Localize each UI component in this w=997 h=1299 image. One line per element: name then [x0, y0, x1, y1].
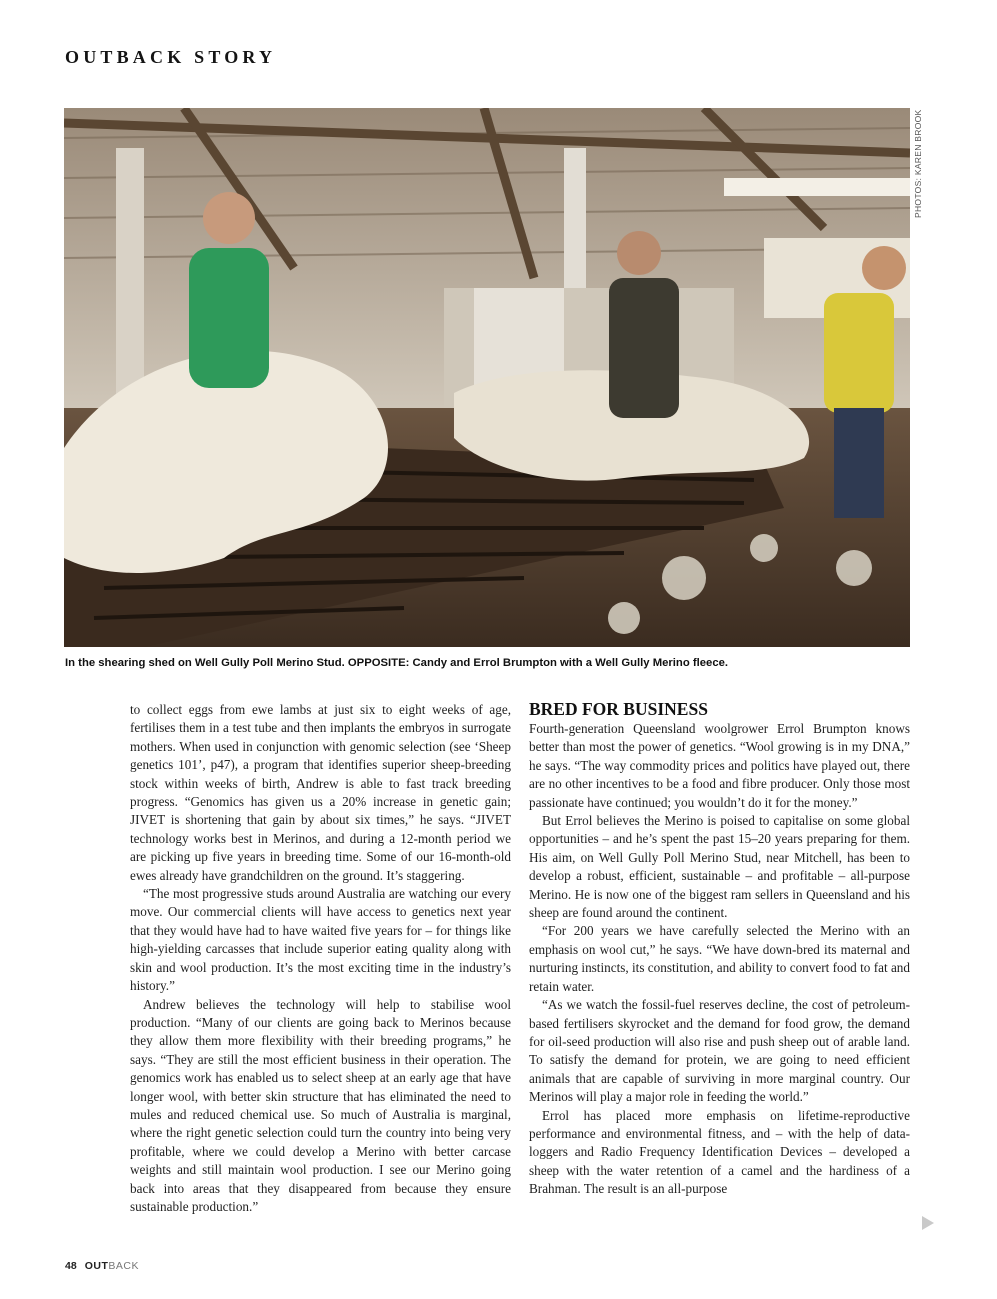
brand-bold: OUT: [84, 1260, 109, 1272]
right-paragraph-1: Fourth-generation Queensland woolgrower Errol Brumpton knows better than most the power of genetics. “Wool growing is in my DNA,” he says. “The way commodity prices and politics have played out, there are no other incentives to be a food and fibre producer. Only those most passionate have continued; you wouldn’t do it for the money.”: [529, 721, 910, 810]
section-title: OUTBACK STORY: [65, 47, 277, 67]
shearing-shed-illustration: [64, 108, 910, 647]
page-footer: [65, 1260, 139, 1272]
right-paragraph-5: Errol has placed more emphasis on lifetime-reproductive performance and environmental fitness, and – with the help of data-loggers and Radio Frequency Identification Devices – developed a sheep with the water retention of a camel and the hardiness of a Brahman. The result is an all-purpose: [529, 1107, 910, 1197]
photo-credit: PHOTOS: KAREN BROOK: [913, 109, 923, 218]
photo-caption: In the shearing shed on Well Gully Poll Merino Stud. OPPOSITE: Candy and Errol Brumpton with a Well Gully Merino fleece.: [65, 657, 729, 669]
section-heading: BRED FOR BUSINESS: [529, 699, 708, 719]
right-paragraph-4: “As we watch the fossil-fuel reserves decline, the cost of petroleum-based fertilisers skyrocket and the demand for food grow, the demand for oil-seed production will also rise and push sheep out of arable land. To satisfy the demand for protein, we are going to need efficient animals that are capable of surviving in more marginal country. Our Merinos will play a major role in feeding the world.”: [529, 997, 910, 1105]
brand-light: BACK: [108, 1260, 139, 1272]
left-paragraph-2: “The most progressive studs around Australia are watching our every move. Our commercial clients will have access to genetics next year that they would have had to have waited five years for – for things like high-yielding carcasses that include superior eating quality along with skin and wool production. It’s the most exciting time in the industry’s history.”: [130, 886, 511, 994]
left-paragraph-3: Andrew believes the technology will help to stabilise wool production. “Many of our clients are going back to Merinos because they allow them more flexibility with their breeding programs,” he says. “They are still the most efficient business in their operation. The genomics work has enabled us to select sheep at an early age that have longer wool, with better skin structure that has eliminated the need to mules and reduced chemical use. So much of Australia is marginal, where the right genetic selection could turn the country into being very profitable, where we could develop a Merino with better carcase weights and still maintain wool production. I see our Merino going back into areas that they disappeared from because they ensure sustainable production.”: [130, 996, 511, 1214]
right-paragraph-2: But Errol believes the Merino is poised to capitalise on some global opportunities – and he’s spent the past 15–20 years preparing for them. His aim, on Well Gully Poll Merino Stud, near Mitchell, has been to develop a robust, efficient, sustainable – and profitable – all-purpose Merino. He is now one of the biggest ram sellers in Queensland and his sheep are found around the continent.: [529, 813, 910, 921]
right-column: [529, 699, 910, 1199]
page-number: 48: [65, 1260, 77, 1272]
left-column: [130, 701, 511, 1216]
right-paragraph-3: “For 200 years we have carefully selected the Merino with an emphasis on wool cut,” he says. “We have down-bred its maternal and nurturing instincts, its constitution, and ability to convert food to fat and retain water.: [529, 923, 910, 994]
continue-arrow-icon: [922, 1216, 934, 1230]
left-paragraph-1: to collect eggs from ewe lambs at just six to eight weeks of age, fertilises them in a test tube and then implants the embryos in surrogate mothers. When used in conjunction with genomic selection (see ‘Sheep genetics 101’, p47), a program that identifies superior sheep-breeding stock within weeks of birth, Andrew is able to fast track breeding progress. “Genomics has given us a 20% increase in genetic gain; JIVET is shortening that gain by about six times,” he says. “JIVET technology works best in Merinos, and during a 12-month period we are picking up five years in breeding time. Some of our 16-month-old ewes already have grandchildren on the ground. It’s staggering.: [130, 702, 511, 883]
shearing-shed-photo: [64, 108, 910, 647]
